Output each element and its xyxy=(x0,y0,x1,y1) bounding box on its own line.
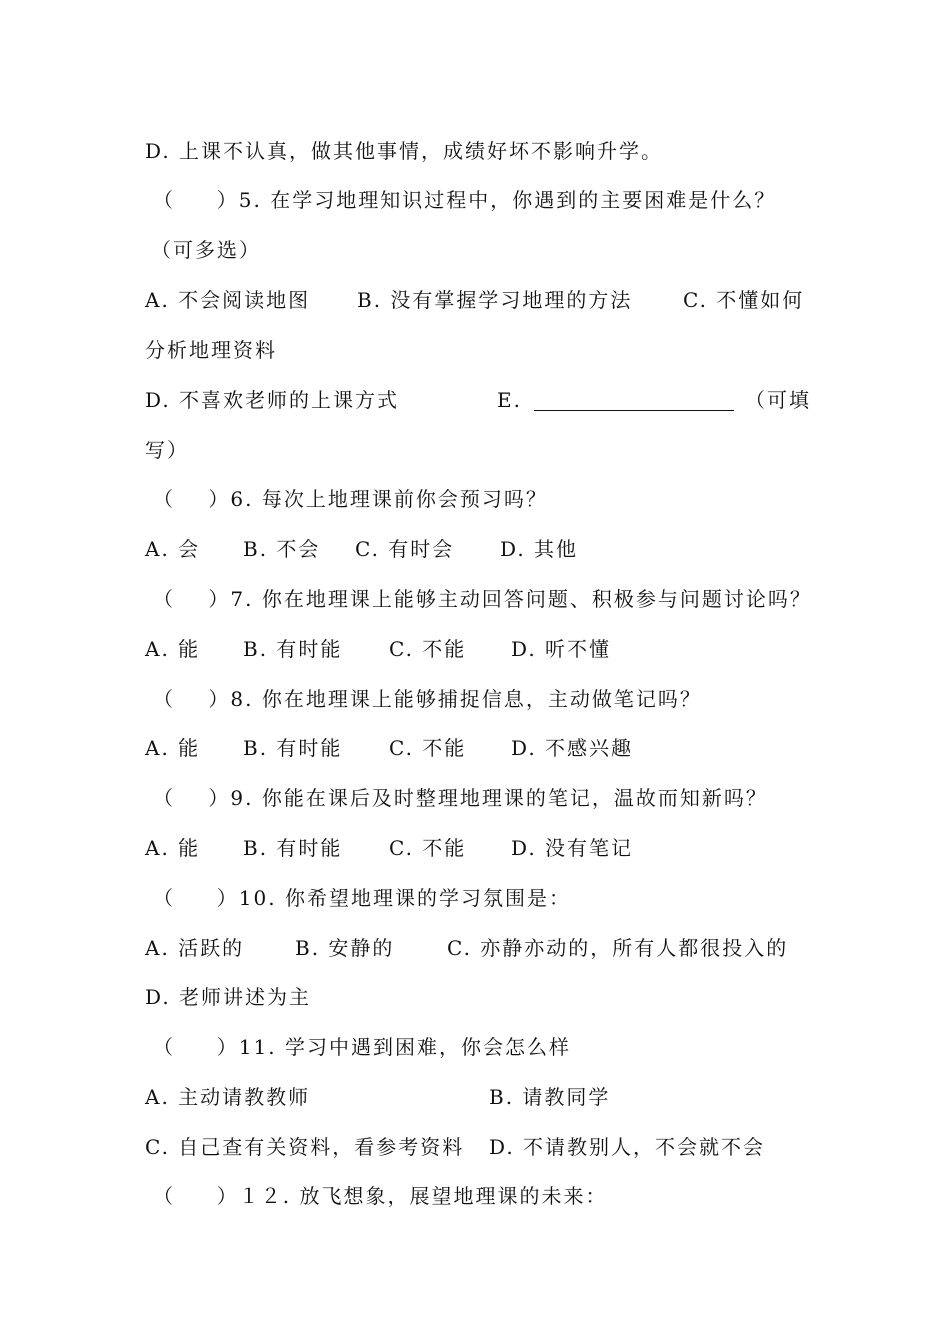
option-b: B. 有时能 xyxy=(243,637,343,661)
question-11 xyxy=(145,1031,820,1063)
fill-in-blank xyxy=(534,410,734,411)
question-text: （ ）11. 学习中遇到困难，你会怎么样 xyxy=(153,1035,571,1059)
question-text: （ ）6. 每次上地理课前你会预习吗？ xyxy=(153,487,548,511)
option-b: B. 不会 xyxy=(243,537,321,561)
options-row xyxy=(145,533,820,565)
option-c: C. 不能 xyxy=(389,836,467,860)
question-5-note xyxy=(145,234,820,266)
question-5 xyxy=(145,184,820,216)
option-b: B. 有时能 xyxy=(243,836,343,860)
option-a: A. 能 xyxy=(145,637,201,661)
fillable-note-continued: 写） xyxy=(145,438,189,462)
question-text: （ ）8. 你在地理课上能够捕捉信息，主动做笔记吗？ xyxy=(153,687,702,711)
options-row xyxy=(145,1081,820,1113)
multi-select-note: （可多选） xyxy=(151,238,261,262)
question-7 xyxy=(145,583,820,615)
question-text: （ ）１２. 放飞想象，展望地理课的未来： xyxy=(153,1184,608,1208)
option-d: D. 听不懂 xyxy=(511,637,612,661)
option-c: C. 不能 xyxy=(389,637,467,661)
option-c: C. 不能 xyxy=(389,736,467,760)
option-c: C. 有时会 xyxy=(355,537,455,561)
question-text: （ ）9. 你能在课后及时整理地理课的笔记，温故而知新吗？ xyxy=(153,786,768,810)
question-text: （ ）5. 在学习地理知识过程中，你遇到的主要困难是什么？ xyxy=(153,188,777,212)
option-d: D. 不感兴趣 xyxy=(511,736,634,760)
option-a: A. 能 xyxy=(145,836,201,860)
option-continuation xyxy=(145,434,820,466)
option-b: B. 安静的 xyxy=(295,936,395,960)
option-d: D. 其他 xyxy=(500,537,579,561)
option-d: D. 不请教别人，不会就不会 xyxy=(489,1135,766,1159)
options-row xyxy=(145,384,820,416)
fillable-note: （可填 xyxy=(745,388,811,412)
option-d: D. 老师讲述为主 xyxy=(145,985,312,1009)
option-a: A. 主动请教教师 xyxy=(145,1085,311,1109)
option-b: B. 有时能 xyxy=(243,736,343,760)
question-text: （ ）7. 你在地理课上能够主动回答问题、积极参与问题讨论吗？ xyxy=(153,587,812,611)
option-b: B. 请教同学 xyxy=(489,1085,611,1109)
option-d: D. 没有笔记 xyxy=(511,836,634,860)
options-row xyxy=(145,284,820,316)
option-a: A. 活跃的 xyxy=(145,936,245,960)
option-a: A. 不会阅读地图 xyxy=(145,288,311,312)
option-line xyxy=(145,135,820,167)
question-9 xyxy=(145,782,820,814)
option-b: B. 没有掌握学习地理的方法 xyxy=(357,288,633,312)
options-row xyxy=(145,1131,820,1163)
option-a: A. 会 xyxy=(145,537,201,561)
options-row xyxy=(145,732,820,764)
option-d: D. 上课不认真，做其他事情，成绩好坏不影响升学。 xyxy=(145,139,664,163)
option-continuation xyxy=(145,334,820,366)
question-12 xyxy=(145,1180,820,1212)
options-row xyxy=(145,832,820,864)
options-row xyxy=(145,633,820,665)
option-c: C. 自己查有关资料，看参考资料 xyxy=(145,1135,465,1159)
question-10 xyxy=(145,882,820,914)
question-6 xyxy=(145,483,820,515)
option-d: D. 不喜欢老师的上课方式 xyxy=(145,388,400,412)
option-c: C. 亦静亦动的，所有人都很投入的 xyxy=(447,936,789,960)
option-c: C. 不懂如何 xyxy=(683,288,805,312)
option-continuation xyxy=(145,981,820,1013)
option-e: E. xyxy=(497,388,522,412)
option-c-continued: 分析地理资料 xyxy=(145,338,277,362)
option-a: A. 能 xyxy=(145,736,201,760)
question-text: （ ）10. 你希望地理课的学习氛围是： xyxy=(153,886,571,910)
options-row xyxy=(145,932,820,964)
question-8 xyxy=(145,683,820,715)
